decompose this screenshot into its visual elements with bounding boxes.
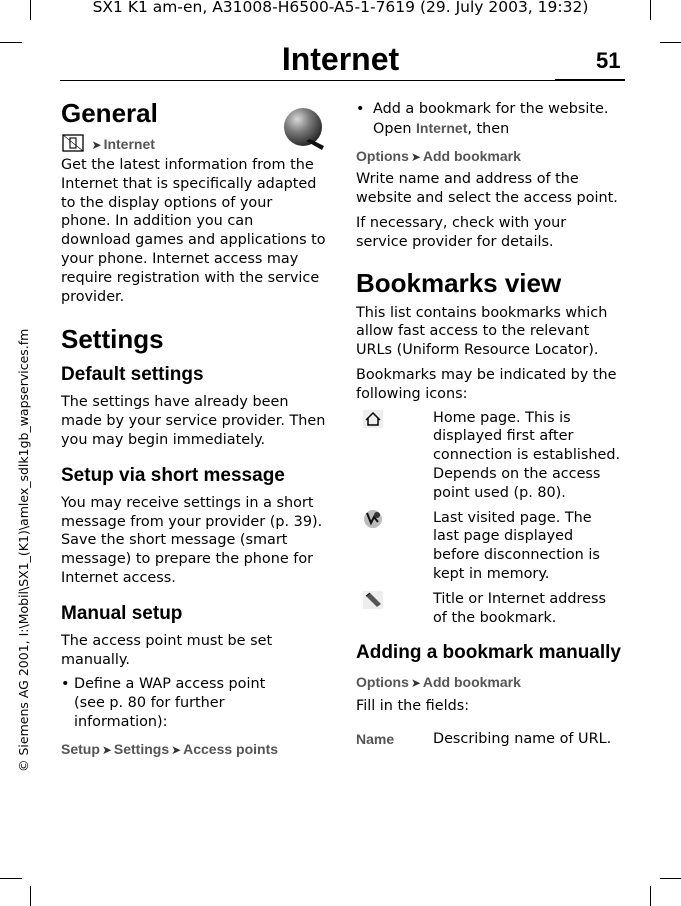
icon-row-bookmark	[356, 590, 622, 628]
bullet-text: Add a bookmark for the website. Open	[373, 101, 609, 137]
sms-text: You may receive settings in a short message from your provider (p. 39). Save the short message (smart message) to prepare the phone for Internet access.	[61, 494, 323, 586]
default-heading: Default settings	[61, 364, 204, 386]
arrow-icon: ➤	[410, 149, 421, 164]
crop-mark	[660, 878, 681, 879]
path-item: Setup	[61, 740, 100, 757]
left-column	[61, 96, 326, 760]
add-bookmark-bullet	[356, 100, 622, 139]
bookmark-icon	[362, 590, 384, 610]
default-text: The settings have already been made by your service provider. Then you may begin immediately.	[61, 394, 326, 448]
last-visited-icon	[362, 509, 384, 529]
path-item: Add bookmark	[422, 674, 521, 691]
icon-row-home	[356, 409, 622, 503]
manual-text: The access point must be set manually.	[61, 632, 273, 668]
home-icon	[362, 409, 384, 429]
running-header: SX1 K1 am-en, A31008-H6500-A5-1-7619 (29. July 2003, 19:32)	[92, 0, 589, 16]
internet-key: Internet	[416, 119, 468, 136]
menu-key-icon	[61, 134, 85, 152]
bookmarks-text: This list contains bookmarks which allow fast access to the relevant URLs (Uniform Resource Locator).	[356, 304, 608, 359]
bullet-text: , then	[467, 120, 510, 137]
path-item: Settings	[113, 740, 170, 757]
bookmarks-heading: Bookmarks view	[356, 267, 562, 298]
manual-bullet-text: Define a WAP access point (see p. 80 for further information):	[74, 676, 266, 730]
arrow-icon: ➤	[171, 742, 182, 757]
icon-row-last-visited	[356, 509, 622, 584]
path-item: Add bookmark	[422, 147, 521, 164]
general-text: Get the latest information from the Internet that is specifically adapted to the display options of your phone. In addition you can download games and applications to your phone. Internet access may require registration with the service provider.	[61, 157, 326, 305]
page-title: Internet	[281, 41, 400, 77]
icon-description: Home page. This is displayed first after connection is established. Depends on the access point used (p. 80).	[433, 409, 621, 501]
crop-mark	[30, 886, 31, 906]
arrow-icon: ➤	[410, 676, 421, 691]
general-heading: General	[61, 98, 158, 128]
manual-menu-path	[61, 740, 326, 760]
path-item: Access points	[183, 740, 279, 757]
options-menu-path-2	[356, 673, 622, 693]
write-text: Write name and address of the website and select the access point.	[356, 171, 618, 207]
crop-mark	[650, 886, 651, 906]
path-item: Internet	[103, 136, 155, 152]
sms-heading: Setup via short message	[61, 464, 285, 486]
side-note: © Siemens AG 2001, I:\Mobil\SX1_(K1)\amlex_sdlk1gb_wapservices.fm	[16, 328, 31, 772]
arrow-icon: ➤	[101, 742, 112, 757]
path-item: Options	[356, 674, 409, 691]
field-text: Describing name of URL.	[433, 730, 612, 747]
header-rule	[60, 80, 625, 81]
fill-text: Fill in the fields:	[356, 698, 470, 715]
check-text: If necessary, check with your service provider for details.	[356, 214, 567, 250]
field-label: Name	[356, 730, 395, 747]
icon-description: Title or Internet address of the bookmark.	[433, 590, 606, 626]
manual-bullet	[61, 675, 284, 731]
header-rule-accent	[555, 79, 625, 81]
icons-intro: Bookmarks may be indicated by the following icons:	[356, 366, 617, 402]
crop-mark	[0, 878, 22, 879]
right-column	[356, 96, 622, 749]
field-definition	[356, 730, 622, 749]
icon-description: Last visited page. The last page displayed before disconnection is kept in memory.	[433, 509, 600, 582]
manual-heading: Manual setup	[61, 602, 183, 624]
general-menu-path	[61, 134, 326, 154]
adding-heading: Adding a bookmark manually	[356, 642, 621, 664]
options-menu-path	[356, 147, 622, 167]
arrow-icon: ➤	[91, 138, 102, 152]
path-item: Options	[356, 147, 409, 164]
settings-heading: Settings	[61, 324, 164, 355]
page-number: 51	[596, 48, 621, 73]
